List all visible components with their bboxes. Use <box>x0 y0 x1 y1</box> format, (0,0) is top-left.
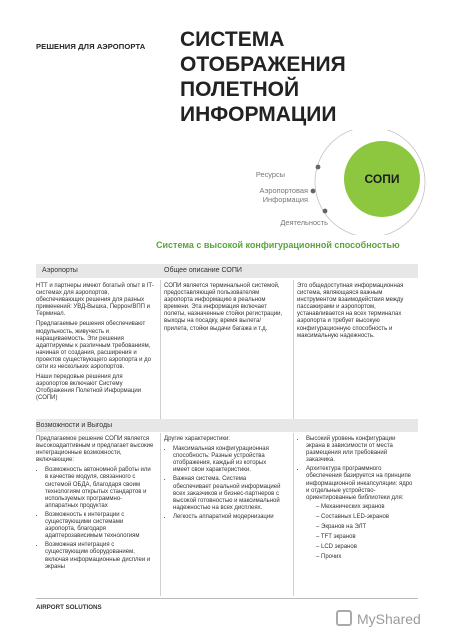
list-item: • Возможная интеграция с существующим оборудованием, включая информационные дисплеи и экраны <box>45 542 154 570</box>
public-system-paragraph: Это общедоступная информационная система, являющаяся важным инструментом взаимодействия между пассажирами и аэропортом, устанавливается на всех терминалах аэропорта и требует высокую конфигурационную способность и максимальную надежность. <box>297 283 404 339</box>
col-header-airports: Аэропорты <box>42 267 78 274</box>
benefits-row-header <box>36 419 418 432</box>
node-dot-resources <box>316 165 321 170</box>
center-label: СОПИ <box>364 172 400 186</box>
integration-intro: Предлагаемое решение СОПИ является высокоадаптивным и предлагает высокие интеграционные возможности, включающие: <box>36 436 154 464</box>
column-divider <box>160 433 161 596</box>
list-item: • Возможность к интеграции с существующими системами аэропорта, благодаря адаптерозависимым технологиям <box>45 512 154 540</box>
screen-type-item: – Экранов на ЭЛТ <box>316 524 415 531</box>
screen-types-list <box>306 504 415 562</box>
list-item <box>306 466 415 561</box>
watermark-text: MyShared <box>357 611 421 627</box>
integration-list <box>36 467 154 570</box>
watermark-logo-icon <box>336 610 352 626</box>
characteristics-list <box>164 446 284 521</box>
list-item: • Максимальная конфигурационная способность: Разные устройства отображения, каждый из которых имеет свои характеристики. <box>173 446 284 474</box>
node-label-information <box>215 186 308 204</box>
section-label: РЕШЕНИЯ ДЛЯ АЭРОПОРТА <box>36 42 146 51</box>
cell-airports <box>36 283 154 406</box>
list-item: • Легкость аппаратной модернизации <box>173 514 284 521</box>
characteristics-intro: Другие характеристики: <box>164 436 230 442</box>
column-divider <box>293 280 294 419</box>
table-subtitle: Система с высокой конфигурационной способностью <box>156 240 400 250</box>
airports-paragraph-1: НТТ и партнеры имеют богатый опыт в IT-системах для аэропортов, обеспечивающих решения для разных применений: УВД-Вышка, Перрон/ВПП и Терминал. <box>36 283 154 318</box>
screen-type-item: – LCD экранов <box>316 544 415 551</box>
screen-type-item: – Прочих <box>316 554 415 561</box>
airports-paragraph-3: Наши передовые решения для аэропортов включают Систему Отображения Полетной Информации (СОПИ) <box>36 374 142 402</box>
list-item: • Высокий уровень конфигурации экрана в зависимости от места размещения или требований заказчика. <box>306 436 415 464</box>
screen-type-item: – Механических экранов <box>316 504 415 511</box>
airports-paragraph-2: Предлагаемые решения обеспечивают модульность, живучесть и наращиваемость. Эти решения адаптируемы к различным требованиям, начиная от создания, расширения и проектов существующего аэропорта и до сети из нескольких аэропортов. <box>36 321 152 371</box>
node-label-resources: Ресурсы <box>255 170 285 179</box>
col-header-description: Общее описание СОПИ <box>164 267 242 274</box>
footer-label: AIRPORT SOLUTIONS <box>36 604 102 611</box>
footer-divider <box>36 598 418 599</box>
cell-integration <box>36 436 154 573</box>
page-title: СИСТЕМА ОТОБРАЖЕНИЯ ПОЛЕТНОЙ ИНФОРМАЦИИ <box>180 28 346 126</box>
configuration-list <box>297 436 415 561</box>
column-divider <box>160 280 161 419</box>
list-item: • Возможность автономной работы или в качестве модуля, связанного с системой ОБДА, благодаря своим технологиям открытых стандартов и используемых программно-аппаратных продуктах <box>45 467 154 510</box>
cell-configuration <box>297 436 415 564</box>
cell-public-system <box>297 283 415 343</box>
screen-type-item: – TFT экранов <box>316 534 415 541</box>
cell-characteristics <box>164 436 284 523</box>
column-divider <box>293 433 294 596</box>
benefits-row-label: Возможности и Выгоды <box>36 422 113 429</box>
node-label-information-line2: Информация <box>262 195 308 204</box>
node-dot-information <box>311 189 316 194</box>
list-item: • Важная система. Система обеспечивает реальной информацией всех заказчиков и бизнес-партнеров с высокой готовностью и максимальной надежностью на всех дисплеях. <box>173 476 284 511</box>
node-dot-activity <box>323 209 328 214</box>
screen-type-item: – Составных LED-экранов <box>316 514 415 521</box>
list-item-text: Архитектура программного обеспечения базируется на принципе информационной инкапсуляции: ядро и отдельные устройство-ориентированные библиотеки для: <box>306 466 413 501</box>
description-paragraph: СОПИ является терминальной системой, предоставляющей пользователям аэропорта информацию в реальном времени. Эта информация включает полеты, назначенные стойки регистрации, выходы на посадку, время вылета/прилета, стойки выдачи багажа и т.д. <box>164 283 283 332</box>
cell-description <box>164 283 284 336</box>
node-label-information-line1: Аэропортовая <box>259 186 308 195</box>
node-label-activity: Деятельность <box>280 218 328 227</box>
